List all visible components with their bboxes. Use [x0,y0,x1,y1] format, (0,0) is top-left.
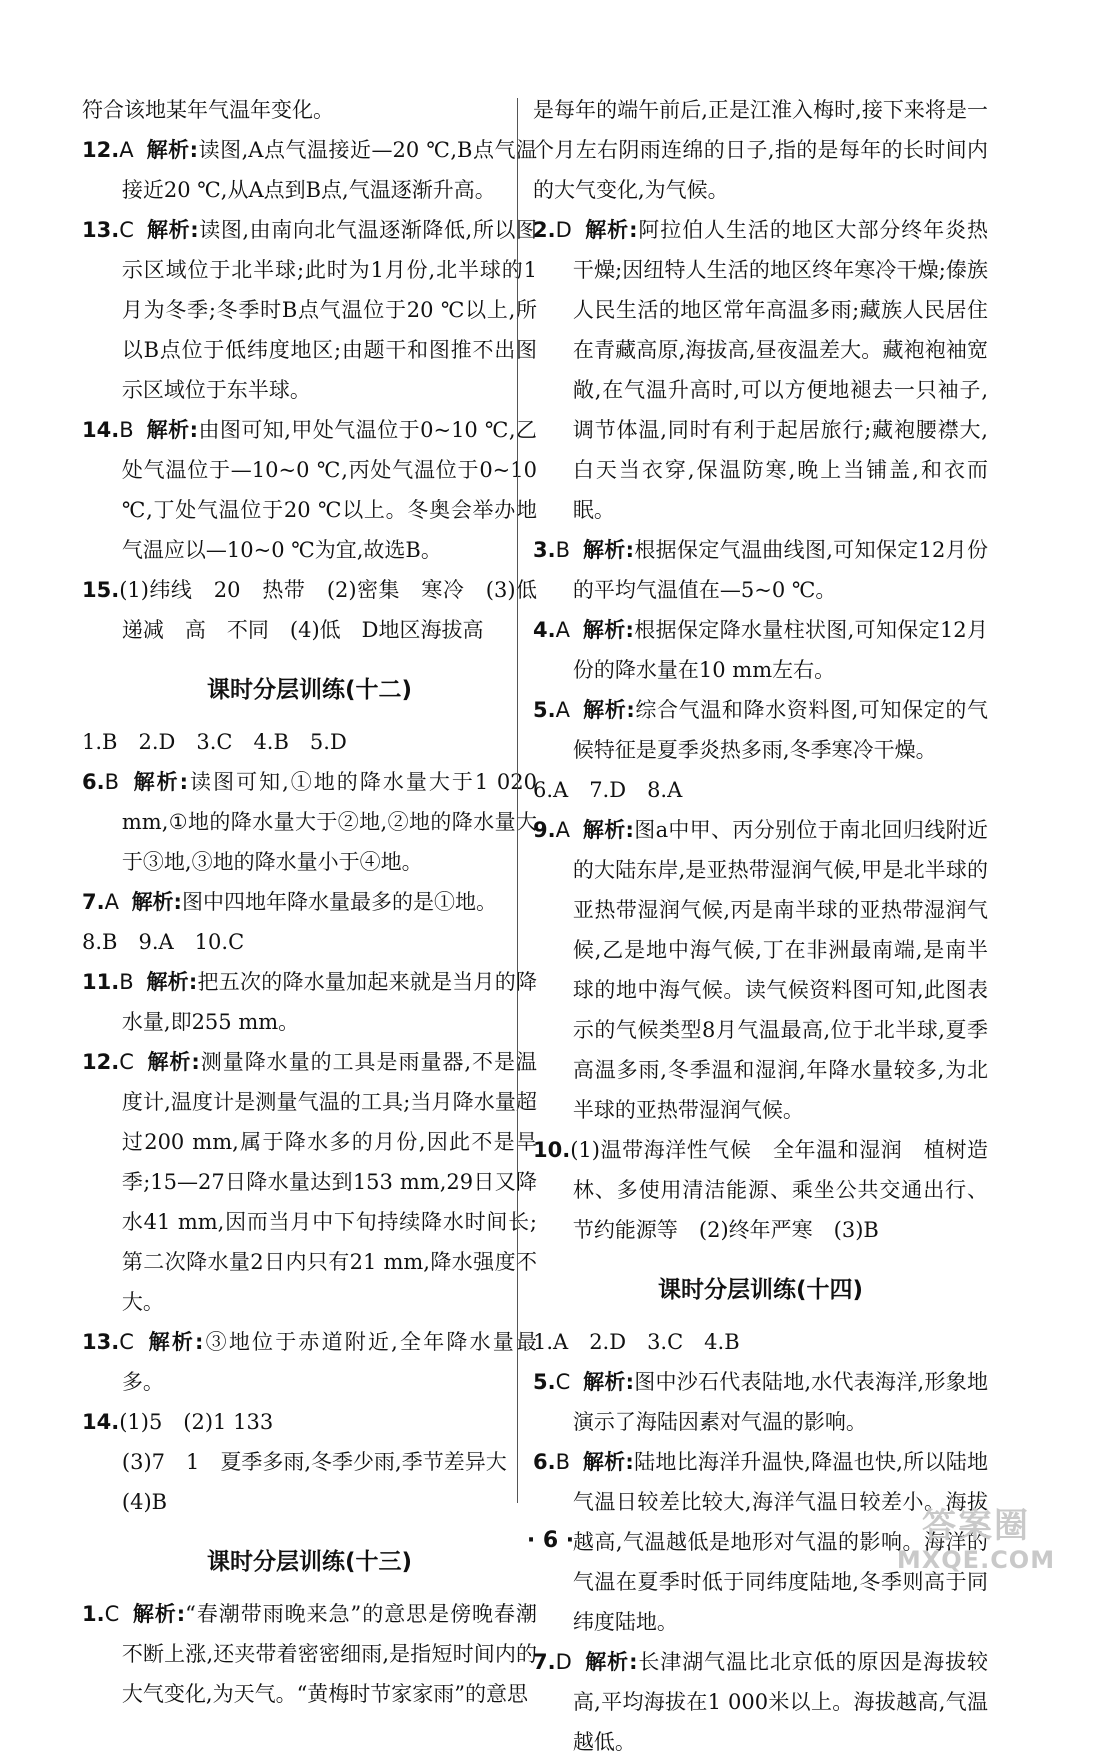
answer-item [533,1130,988,1250]
answer-item [82,1594,537,1714]
continued-text: 符合该地某年气温年变化。 [82,98,334,122]
left-column [82,90,558,1714]
explanation-label: 解析: [131,890,182,914]
answer-item [82,1402,537,1442]
question-number: 12. [82,138,120,162]
question-number: 5. [533,1370,556,1394]
question-number: 7. [533,1650,556,1674]
continued-text: 是每年的端午前后,正是江淮入梅时,接下来将是一个月左右阴雨连绵的日子,指的是每年的长时间内的大气变化,为气候。 [533,98,988,202]
answer-choice: B [119,418,134,442]
explanation-text: (1)温带海洋性气候 全年温和湿润 植树造林、多使用清洁能源、乘坐公共交通出行、节约能源等 (2)终年严寒 (3)B [570,1138,988,1242]
question-number: 6. [533,1450,556,1474]
explanation-text: 图中沙石代表陆地,水代表海洋,形象地演示了海陆因素对气温的影响。 [572,1370,988,1434]
answer-item [533,1362,988,1442]
question-number: 2. [533,218,556,242]
explanation-label: 解析: [584,218,638,242]
explanation-text: (1)5 (2)1 133 [119,1410,274,1434]
question-number: 3. [533,538,556,562]
question-number: 13. [82,1330,120,1354]
explanation-text: 综合气温和降水资料图,可知保定的气候特征是夏季炎热多雨,冬季寒冷干燥。 [572,698,988,762]
explanation-label: 解析: [146,1330,204,1354]
answer-line: 8.B 9.A 10.C [82,930,245,954]
answer-choice: A [555,698,570,722]
explanation-label: 解析: [582,818,634,842]
explanation-label: 解析: [146,138,199,162]
explanation-label: 解析: [582,538,634,562]
answer-item [82,570,558,650]
answer-choice: B [555,538,571,562]
question-number: 5. [533,698,556,722]
answer-item [82,130,537,210]
explanation-text: 图a中甲、丙分别位于南北回归线附近的大陆东岸,是亚热带湿润气候,甲是北半球的亚热带湿润气候,丙是南半球的亚热带湿润气候,乙是地中海气候,丁在非洲最南端,是南半球的地中海气候。读气候资料图可知,此图表示的气候类型8月气温最高,位于北半球,夏季高温多雨,冬季温和湿润,年降水量较多,为北半球的亚热带湿润气候。 [572,818,988,1122]
answer-item [82,962,537,1042]
question-number: 11. [82,970,120,994]
explanation-label: 解析: [131,770,189,794]
question-number: 15. [82,578,120,602]
answer-choice: D [555,1650,572,1674]
explanation-label: 解析: [584,1650,638,1674]
answer-choice: A [555,618,570,642]
answer-choice: B [555,1450,571,1474]
explanation-text: 图中四地年降水量最多的是①地。 [181,890,497,914]
answer-item [533,210,988,530]
answer-choice: B [119,970,134,994]
explanation-label: 解析: [582,698,635,722]
answer-item [533,690,988,770]
column-divider [517,98,518,1503]
answer-line: 1.A 2.D 3.C 4.B [533,1330,740,1354]
answer-line: 1.B 2.D 3.C 4.B 5.D [82,730,347,754]
question-number: 14. [82,1410,120,1434]
answer-line: 6.A 7.D 8.A [533,778,683,802]
explanation-label: 解析: [582,618,634,642]
explanation-text: 根据保定气温曲线图,可知保定12月份的平均气温值在—5~0 ℃。 [572,538,988,602]
watermark-logo [881,1500,1071,1580]
answer-choice: C [104,1602,120,1626]
explanation-text: 读图可知,①地的降水量大于1 020 mm,①地的降水量大于②地,②地的降水量大于③地,③地的降水量小于④地。 [121,770,537,874]
answer-item [533,1642,988,1762]
explanation-text: (1)纬线 20 热带 (2)密集 寒冷 (3)低 递减 高 不同 (4)低 D地区海拔高 [119,578,558,642]
explanation-text: 陆地比海洋升温快,降温也快,所以陆地气温日较差比较大,海洋气温日较差小。海拔越高,气温越低是地形对气温的影响。海洋的气温在夏季时低于同纬度陆地,冬季则高于同纬度陆地。 [572,1450,988,1634]
section-title: 课时分层训练(十二) [206,677,413,703]
explanation-text: 阿拉伯人生活的地区大部分终年炎热干燥;因纽特人生活的地区终年寒冷干燥;傣族人民生活的地区常年高温多雨;藏族人民居住在青藏高原,海拔高,昼夜温差大。藏袍袍袖宽敞,在气温升高时,可以方便地褪去一只袖子,调节体温,同时有利于起居旅行;藏袍腰襟大,白天当衣穿,保温防寒,晚上当铺盖,和衣而眠。 [572,218,988,522]
watermark-text-top: 答案圈 [922,1506,1030,1546]
question-number: 1. [82,1602,105,1626]
answer-choice: C [555,1370,571,1394]
watermark-text-bottom: MXQE.COM [896,1546,1056,1574]
answer-item [82,1322,537,1402]
section-title: 课时分层训练(十三) [206,1549,413,1575]
explanation-label: 解析: [146,218,199,242]
question-number: 7. [82,890,105,914]
answer-choice: C [119,218,134,242]
explanation-text: 把五次的降水量加起来就是当月的降水量,即255 mm。 [121,970,537,1034]
explanation-label: 解析: [146,970,198,994]
explanation-text: 读图,A点气温接近—20 ℃,B点气温接近20 ℃,从A点到B点,气温逐渐升高。 [121,138,537,202]
page-number: · 6 · [526,1528,575,1553]
question-number: 9. [533,818,556,842]
answer-item [82,762,537,882]
explanation-text: 读图,由南向北气温逐渐降低,所以图示区域位于北半球;此时为1月份,北半球的1月为冬季;冬季时B点气温位于20 ℃以上,所以B点位于低纬度地区;由题干和图推不出图示区域位于东半球。 [121,218,537,402]
explanation-text: 长津湖气温比北京低的原因是海拔较高,平均海拔在1 000米以上。海拔越高,气温越低。 [572,1650,988,1754]
question-number: 4. [533,618,556,642]
answer-item [82,410,537,570]
answer-item [82,1042,537,1322]
answer-choice: A [555,818,570,842]
question-number: 14. [82,418,120,442]
explanation-label: 解析: [146,418,198,442]
explanation-label: 解析: [146,1050,200,1074]
answer-subline: (3)7 1 夏季多雨,冬季少雨,季节差异大 [121,1450,507,1474]
explanation-text: 由图可知,甲处气温位于0~10 ℃,乙处气温位于—10~0 ℃,丙处气温位于0~10 ℃,丁处气温位于20 ℃以上。冬奥会举办地气温应以—10~0 ℃为宜,故选B。 [121,418,537,562]
explanation-text: 测量降水量的工具是雨量器,不是温度计,温度计是测量气温的工具;当月降水量超过200 mm,属于降水多的月份,因此不是旱季;15—27日降水量达到153 mm,29日又降水41 mm,因而当月中下旬持续降水时间长;第二次降水量2日内只有21 mm,降水强度不大。 [121,1050,537,1314]
explanation-text: 根据保定降水量柱状图,可知保定12月份的降水量在10 mm左右。 [572,618,988,682]
answer-subline: (4)B [121,1490,168,1514]
explanation-label: 解析: [131,1602,186,1626]
question-number: 6. [82,770,105,794]
answer-choice: C [119,1330,134,1354]
answer-choice: C [119,1050,134,1074]
question-number: 13. [82,218,120,242]
answer-choice: D [555,218,572,242]
answer-choice: A [104,890,119,914]
answer-choice: A [119,138,134,162]
question-number: 12. [82,1050,120,1074]
explanation-label: 解析: [582,1370,635,1394]
explanation-label: 解析: [582,1450,634,1474]
question-number: 10. [533,1138,571,1162]
answer-choice: B [104,770,120,794]
explanation-text: “春潮带雨晚来急”的意思是傍晚春潮不断上涨,还夹带着密密细雨,是指短时间内的大气变化,为天气。“黄梅时节家家雨”的意思 [121,1602,537,1706]
answer-item [533,610,988,690]
answer-item [82,210,537,410]
answer-item [533,530,988,610]
answer-item [533,810,988,1130]
answer-item [82,882,537,922]
section-title: 课时分层训练(十四) [657,1277,864,1303]
explanation-text: ③地位于赤道附近,全年降水量最多。 [121,1330,537,1394]
